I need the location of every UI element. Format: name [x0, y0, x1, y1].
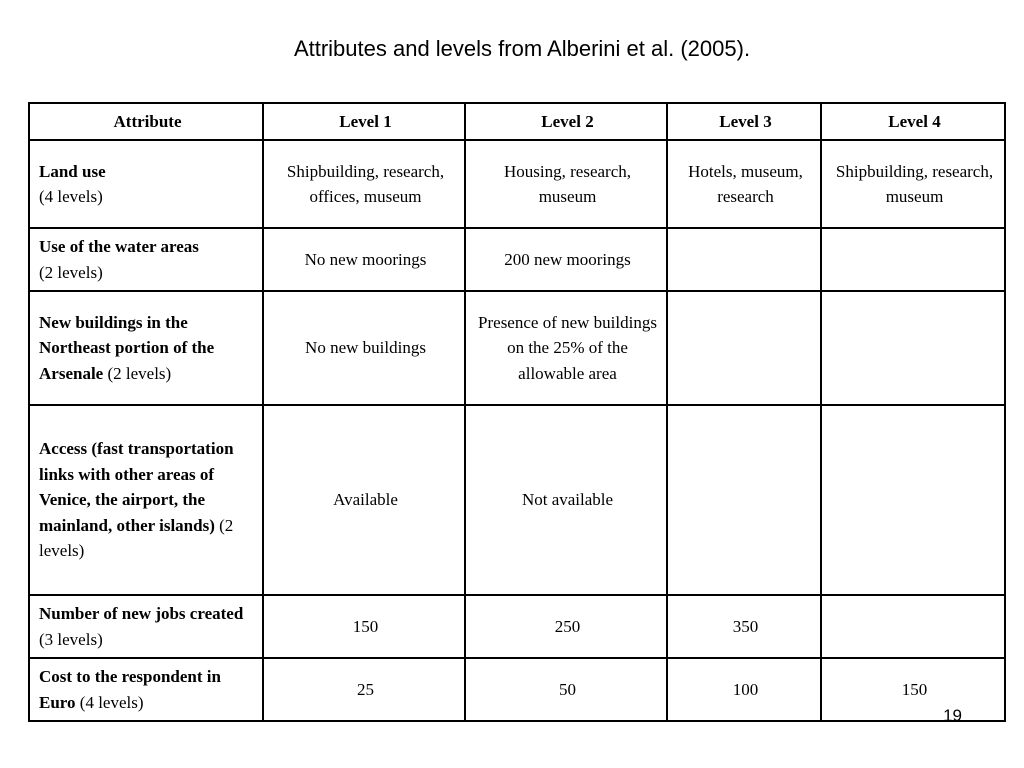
table-row-land-use	[29, 140, 1005, 228]
level-3-cell	[667, 405, 821, 595]
level-4-cell	[821, 405, 1005, 595]
level-1-cell: 150	[263, 595, 465, 658]
slide-title: Attributes and levels from Alberini et al. (2005).	[293, 36, 751, 61]
level-4-cell: 150	[821, 658, 1005, 721]
attribute-cell	[29, 140, 263, 228]
attribute-level-count: (4 levels)	[79, 692, 144, 712]
level-4-cell	[821, 595, 1005, 658]
level-4-cell: Shipbuilding, research, museum	[821, 140, 1005, 228]
attribute-level-count: (2 levels)	[107, 363, 172, 383]
level-3-cell	[667, 291, 821, 405]
attribute-level-count: (2 levels)	[39, 262, 103, 282]
level-1-cell: No new buildings	[263, 291, 465, 405]
header-level-2: Level 2	[465, 103, 667, 140]
level-1-cell: Shipbuilding, research, offices, museum	[263, 140, 465, 228]
level-2-cell: Presence of new buildings on the 25% of the allowable area	[465, 291, 667, 405]
header-level-3: Level 3	[667, 103, 821, 140]
attribute-name: Land use	[39, 161, 106, 181]
attribute-cell	[29, 228, 263, 291]
header-attribute: Attribute	[29, 103, 263, 140]
attribute-name: Use of the water areas	[39, 237, 199, 256]
attribute-cell	[29, 405, 263, 595]
level-4-cell	[821, 291, 1005, 405]
table-row-new-jobs	[29, 595, 1005, 658]
header-level-1: Level 1	[263, 103, 465, 140]
attributes-table	[28, 102, 1006, 722]
level-2-cell: 200 new moorings	[465, 228, 667, 291]
level-2-cell: Housing, research, museum	[465, 140, 667, 228]
attribute-name: Cost to the respondent in Euro	[39, 667, 221, 712]
attribute-name: Access (fast transportation links with other areas of Venice, the airport, the mainland, other islands)	[39, 439, 234, 535]
level-3-cell: 100	[667, 658, 821, 721]
attribute-cell	[29, 595, 263, 658]
level-1-cell: No new moorings	[263, 228, 465, 291]
attribute-name: New buildings in the Northeast portion of the Arsenale	[39, 312, 215, 383]
attribute-level-count: (3 levels)	[39, 629, 103, 649]
attribute-cell	[29, 291, 263, 405]
table-header-row	[29, 103, 1005, 140]
attribute-level-count: (2 levels)	[39, 515, 234, 561]
attribute-name: Number of new jobs created	[39, 604, 244, 623]
attribute-cell	[29, 658, 263, 721]
level-1-cell: 25	[263, 658, 465, 721]
level-2-cell: 250	[465, 595, 667, 658]
level-2-cell: 50	[465, 658, 667, 721]
level-1-cell: Available	[263, 405, 465, 595]
table-row-access	[29, 405, 1005, 595]
attribute-level-count: (4 levels)	[39, 187, 103, 206]
header-level-4: Level 4	[821, 103, 1005, 140]
level-2-cell: Not available	[465, 405, 667, 595]
table-row-cost	[29, 658, 1005, 721]
table-row-new-buildings	[29, 291, 1005, 405]
level-3-cell	[667, 228, 821, 291]
level-3-cell: 350	[667, 595, 821, 658]
slide-number: 19	[943, 706, 962, 725]
level-4-cell	[821, 228, 1005, 291]
level-3-cell: Hotels, museum, research	[667, 140, 821, 228]
table-row-water-areas	[29, 228, 1005, 291]
